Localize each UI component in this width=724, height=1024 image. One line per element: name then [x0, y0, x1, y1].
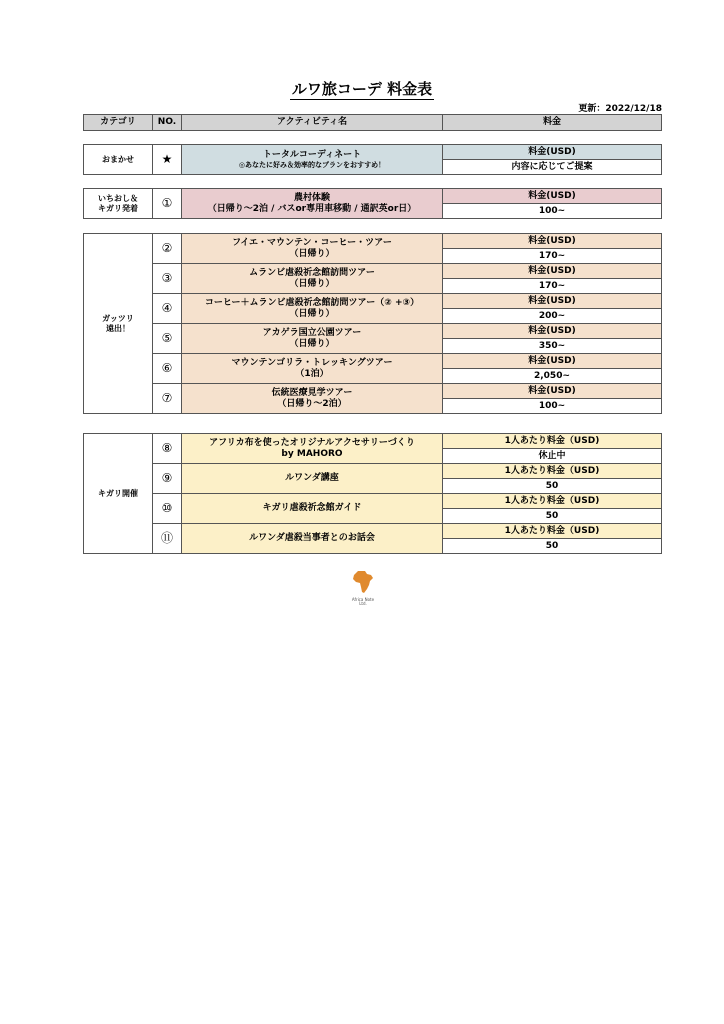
kigali-depart-detail: （日帰り～2泊 / バスor専用車移動 / 通訳英or日）: [207, 203, 417, 214]
tour-price-label: 料金(USD): [443, 384, 662, 399]
tour-name-line2: （日帰り～2泊）: [277, 398, 347, 409]
workshop-no: ⑧: [153, 434, 182, 464]
tour-price: 100~: [443, 399, 662, 414]
workshop-no: ⑨: [153, 464, 182, 494]
tour-name-line1: アカゲラ国立公園ツアー: [262, 327, 362, 338]
long-trips-table: [83, 233, 662, 414]
workshop-no: ⑩: [153, 494, 182, 524]
tour-no: ②: [153, 234, 182, 264]
workshop-price-label: 1人あたり料金（USD): [443, 434, 662, 449]
tour-name-line2: （日帰り）: [289, 308, 335, 319]
long-trips-category: [84, 234, 153, 414]
workshop-name-line2: by MAHORO: [281, 448, 343, 459]
kigali-depart-category: [84, 189, 153, 219]
tour-price: 2,050~: [443, 369, 662, 384]
kigali-depart-no: ①: [153, 189, 182, 219]
workshop-name: [182, 434, 443, 464]
kigali-depart-price: 100~: [443, 204, 662, 219]
omakase-category: おまかせ: [84, 145, 153, 175]
workshop-price-label: 1人あたり料金（USD): [443, 494, 662, 509]
workshop-name: [182, 524, 443, 554]
workshop-name-line1: ルワンダ講座: [285, 473, 339, 484]
tour-name: [182, 354, 443, 384]
header-price: 料金: [443, 115, 662, 131]
omakase-note: ◎あなたに好み＆効率的なプランをおすすめ！: [238, 160, 386, 169]
tour-name-line1: コーヒー＋ムランビ虐殺祈念館訪問ツアー（② +③）: [204, 297, 420, 308]
kigali-depart-activity: [182, 189, 443, 219]
header-activity: アクティビティ名: [182, 115, 443, 131]
company-logo: [350, 570, 376, 607]
omakase-price-label: 料金(USD): [443, 145, 662, 160]
workshop-no: ⑪: [153, 524, 182, 554]
tour-price-label: 料金(USD): [443, 234, 662, 249]
kigali-depart-name: 農村体験: [293, 192, 330, 203]
tour-name-line1: フイエ・マウンテン・コーヒー・ツアー: [232, 237, 392, 248]
tour-name: [182, 324, 443, 354]
updated-date: 更新：2022/12/18: [578, 104, 662, 114]
tour-name-line1: マウンテンゴリラ・トレッキングツアー: [231, 357, 393, 368]
africa-map-icon: [352, 570, 374, 594]
header-no: NO.: [153, 115, 182, 131]
tour-no: ④: [153, 294, 182, 324]
tour-price: 170~: [443, 249, 662, 264]
workshop-price-label: 1人あたり料金（USD): [443, 524, 662, 539]
tour-price-label: 料金(USD): [443, 354, 662, 369]
kigali-depart-category-line1: いちおし＆: [98, 193, 138, 203]
workshop-name: [182, 464, 443, 494]
tour-no: ⑤: [153, 324, 182, 354]
workshop-price: 50: [443, 539, 662, 554]
workshop-name: [182, 494, 443, 524]
kigali-held-category: キガリ開催: [84, 434, 153, 554]
page-title: ルワ旅コーデ 料金表: [291, 80, 433, 98]
workshop-price: 50: [443, 509, 662, 524]
header-category: カテゴリ: [84, 115, 153, 131]
workshop-name-line1: アフリカ布を使ったオリジナルアクセサリーづくり: [209, 437, 415, 448]
tour-no: ⑥: [153, 354, 182, 384]
workshop-price: 休止中: [443, 449, 662, 464]
tour-name-line2: （日帰り）: [289, 248, 335, 259]
tour-name-line1: ムランビ虐殺祈念館訪問ツアー: [249, 267, 375, 278]
tour-price-label: 料金(USD): [443, 324, 662, 339]
tour-name: [182, 294, 443, 324]
omakase-table: [83, 144, 662, 175]
long-trips-category-line2: 遠出！: [106, 323, 130, 333]
omakase-name: トータルコーディネート: [262, 149, 362, 160]
kigali-depart-table: [83, 188, 662, 219]
tour-price: 350~: [443, 339, 662, 354]
tour-price: 170~: [443, 279, 662, 294]
tour-price: 200~: [443, 309, 662, 324]
header-table: [83, 114, 662, 131]
kigali-held-table: [83, 433, 662, 554]
logo-text: Africa Note Ltd.: [351, 597, 375, 607]
tour-no: ③: [153, 264, 182, 294]
tour-no: ⑦: [153, 384, 182, 414]
tour-price-label: 料金(USD): [443, 264, 662, 279]
omakase-no: ★: [153, 145, 182, 175]
omakase-price: 内容に応じてご提案: [443, 160, 662, 175]
tour-price-label: 料金(USD): [443, 294, 662, 309]
omakase-activity: [182, 145, 443, 175]
tour-name-line1: 伝統医療見学ツアー: [271, 387, 353, 398]
tour-name: [182, 264, 443, 294]
tour-name-line2: （1泊）: [295, 368, 329, 379]
workshop-name-line1: ルワンダ虐殺当事者とのお話会: [249, 533, 375, 544]
kigali-depart-category-line2: キガリ発着: [98, 203, 138, 213]
tour-name: [182, 384, 443, 414]
kigali-depart-price-label: 料金(USD): [443, 189, 662, 204]
long-trips-category-line1: ガッツリ: [102, 313, 134, 323]
tour-name: [182, 234, 443, 264]
tour-name-line2: （日帰り）: [289, 338, 335, 349]
workshop-name-line1: キガリ虐殺祈念館ガイド: [262, 503, 362, 514]
tour-name-line2: （日帰り）: [289, 278, 335, 289]
workshop-price: 50: [443, 479, 662, 494]
workshop-price-label: 1人あたり料金（USD): [443, 464, 662, 479]
